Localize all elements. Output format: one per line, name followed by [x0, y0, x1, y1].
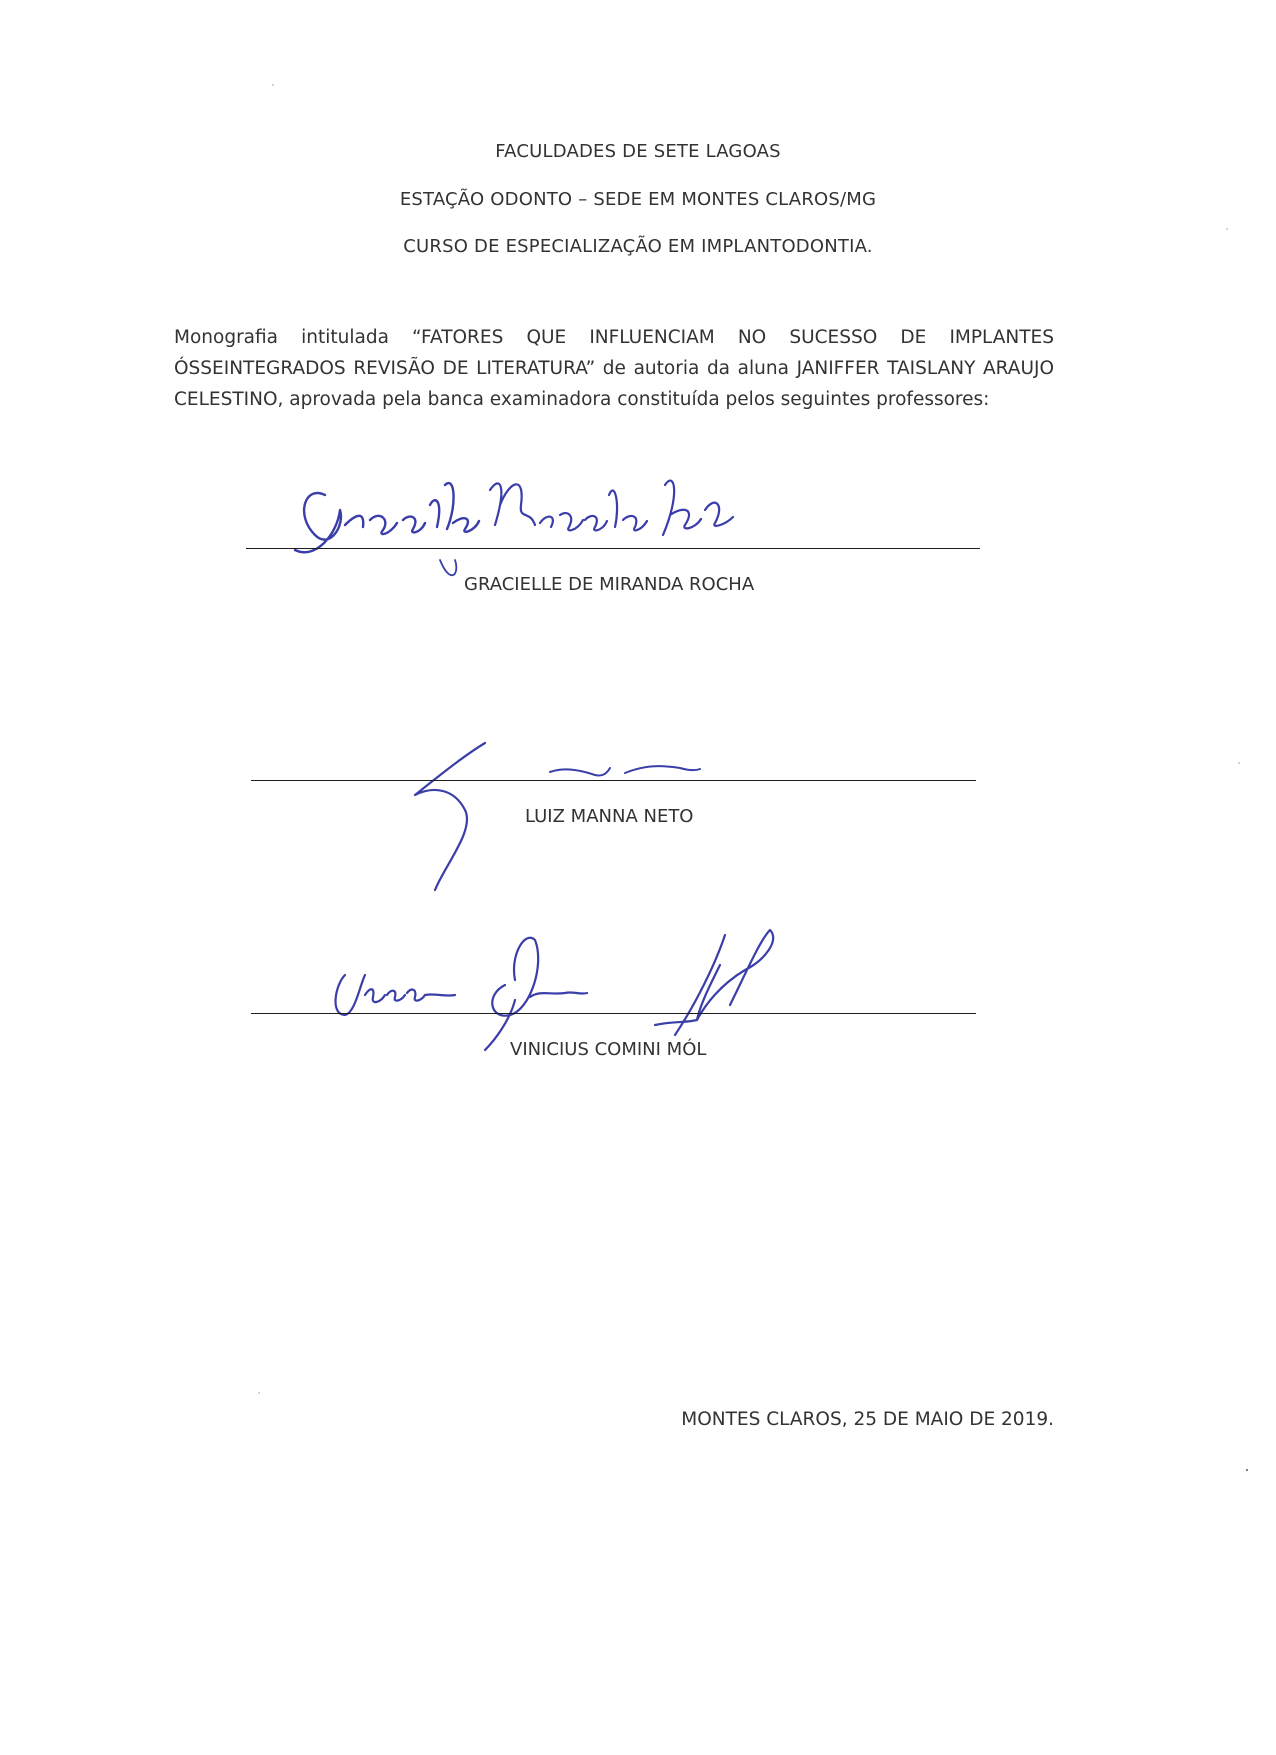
signature-line-2 — [251, 780, 976, 781]
scan-speck — [272, 84, 274, 86]
signature-line-3 — [251, 1013, 976, 1014]
scan-speck — [1246, 1469, 1248, 1471]
campus-name: ESTAÇÃO ODONTO – SEDE EM MONTES CLAROS/MG — [399, 189, 877, 210]
course-name: CURSO DE ESPECIALIZAÇÃO EM IMPLANTODONTIA. — [403, 236, 873, 257]
scan-speck — [1226, 228, 1228, 230]
place-and-date: MONTES CLAROS, 25 DE MAIO DE 2019. — [681, 1409, 1054, 1430]
examiner-name-2: LUIZ MANNA NETO — [525, 806, 694, 827]
approval-statement: Monografia intitulada “FATORES QUE INFLUENCIAM NO SUCESSO DE IMPLANTES ÓSSEINTEGRADOS REVISÃO DE LITERATURA” de autoria da aluna JANIFFER TAISLANY ARAUJO CELESTINO, aprovada pela banca examinadora constituída pelos seguintes professores: — [174, 327, 1054, 410]
examiner-name-3: VINICIUS COMINI MÓL — [510, 1039, 707, 1060]
scan-speck — [258, 1392, 260, 1394]
institution-name: FACULDADES DE SETE LAGOAS — [495, 141, 781, 162]
signature-vinicius — [325, 925, 845, 1055]
examiner-name-1: GRACIELLE DE MIRANDA ROCHA — [464, 574, 755, 595]
signature-line-1 — [246, 548, 980, 549]
scan-speck — [1238, 762, 1240, 764]
